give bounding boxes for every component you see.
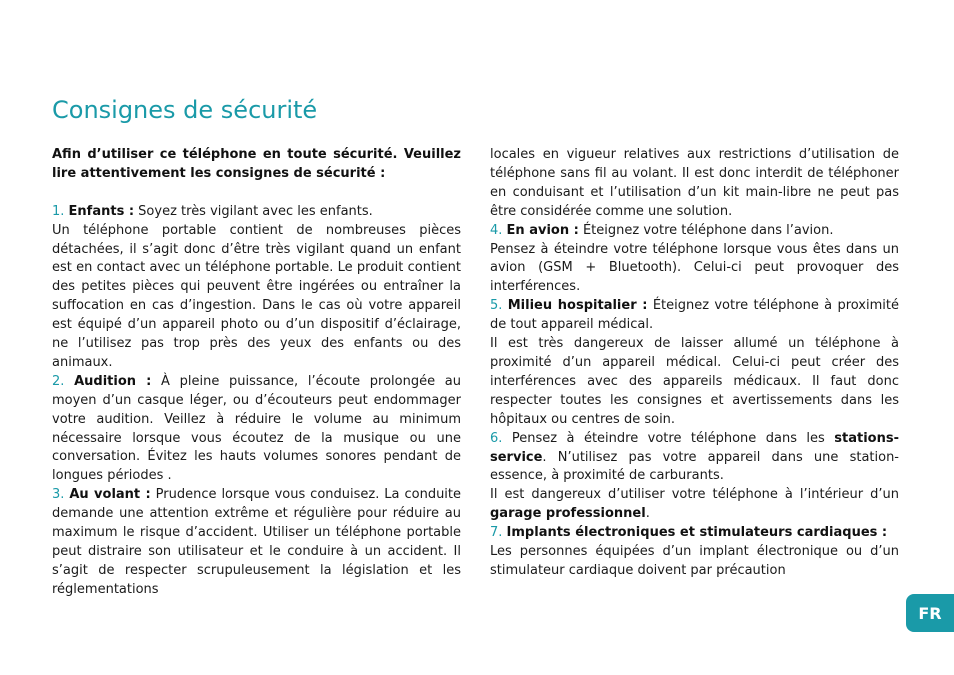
- spacer: [52, 184, 461, 203]
- item-audition: [52, 373, 461, 486]
- item-hospitalier: [490, 297, 899, 335]
- item-number: 3.: [52, 487, 65, 503]
- item-stations: [490, 430, 899, 487]
- item-implants-detail: Les personnes équipées d’un implant électronique ou d’un stimulateur cardiaque doivent par précaution: [490, 544, 899, 578]
- right-column: [490, 146, 899, 581]
- item-body: Il est dangereux d’utiliser votre téléphone à l’intérieur d’un: [490, 487, 899, 503]
- item-body: Éteignez votre téléphone à proximité de tout appareil médical.: [490, 298, 899, 333]
- item-number: 4.: [490, 222, 503, 238]
- item-body: Éteignez votre téléphone dans l’avion.: [578, 222, 834, 238]
- item-implants: [490, 524, 899, 543]
- intro-text: Afin d’utiliser ce téléphone en toute sécurité. Veuillez lire attentivement les consignes de sécurité :: [52, 147, 461, 181]
- item-heading: Enfants :: [68, 203, 135, 219]
- item-body: .: [645, 506, 650, 522]
- item-heading: stations-service: [490, 430, 899, 465]
- item-heading: En avion :: [506, 222, 579, 238]
- item-garage-detail: [490, 486, 899, 524]
- item-hospitalier-detail: Il est très dangereux de laisser allumé un téléphone à proximité d’un appareil médical. Celui-ci peut créer des interférences avec des appareils médicaux. Il faut donc respecter toutes les consignes et avertissements dans les hôpitaux ou centres de soin.: [490, 336, 899, 427]
- item-heading: Implants électroniques et stimulateurs cardiaques :: [506, 525, 888, 541]
- item-body: Prudence lorsque vous conduisez. La conduite demande une attention extrême et régulière pour réduire au maximum le risque d’accident. Utiliser un téléphone portable peut distraire son utilisateur et le conduire à un accident. Il s’agit de respecter scrupuleusement la législation et les réglementations: [52, 487, 462, 597]
- item-enfants: [52, 203, 461, 222]
- item-number: 1.: [52, 203, 65, 219]
- item-number: 2.: [52, 373, 65, 389]
- item-body: À pleine puissance, l’écoute prolongée au moyen d’un casque léger, ou d’écouteurs peut endommager votre audition. Veillez à réduire le volume au minimum nécessaire lorsque vous écoutez de la musique ou une conversation. Évitez les hauts volumes sonores pendant de longues périodes .: [52, 373, 461, 484]
- item-avion-detail: Pensez à éteindre votre téléphone lorsque vous êtes dans un avion (GSM + Bluetooth). Celui-ci peut provoquer des interférences.: [490, 241, 899, 295]
- language-tab: FR: [906, 594, 954, 632]
- item-number: 5.: [490, 298, 503, 314]
- item-heading: Au volant :: [69, 487, 151, 503]
- item-number: 7.: [490, 525, 503, 541]
- item-body: Soyez très vigilant avec les enfants.: [134, 203, 373, 219]
- item-body: . N’utilisez pas votre appareil dans une station-essence, à proximité de carburants.: [490, 449, 899, 484]
- item-volant: [52, 486, 461, 599]
- item-number: 6.: [490, 430, 503, 446]
- item-heading: Audition :: [74, 373, 152, 389]
- item-heading: Milieu hospitalier :: [507, 298, 648, 314]
- item-enfants-detail: Un téléphone portable contient de nombreuses pièces détachées, il s’agit donc d’être très vigilant quand un enfant est en contact avec un téléphone portable. Le produit contient des petites pièces qui peuvent être ingérées ou entraîner la suffocation en cas d’ingestion. Dans le cas où votre appareil est équipé d’un appareil photo ou d’un dispositif d’éclairage, ne l’utilisez pas trop près des yeux des enfants ou des animaux.: [52, 222, 461, 370]
- item-avion: [490, 222, 899, 241]
- item-heading: garage professionnel: [490, 506, 646, 522]
- left-column: [52, 146, 461, 600]
- page-title: Consignes de sécurité: [52, 96, 318, 124]
- item-volant-continued: locales en vigueur relatives aux restrictions d’utilisation de téléphone sans fil au volant. Il est donc interdit de téléphoner en conduisant et l’utilisation d’un kit main-libre ne peut pas être considérée comme une solution.: [490, 147, 899, 219]
- item-body: Pensez à éteindre votre téléphone dans les: [502, 430, 835, 446]
